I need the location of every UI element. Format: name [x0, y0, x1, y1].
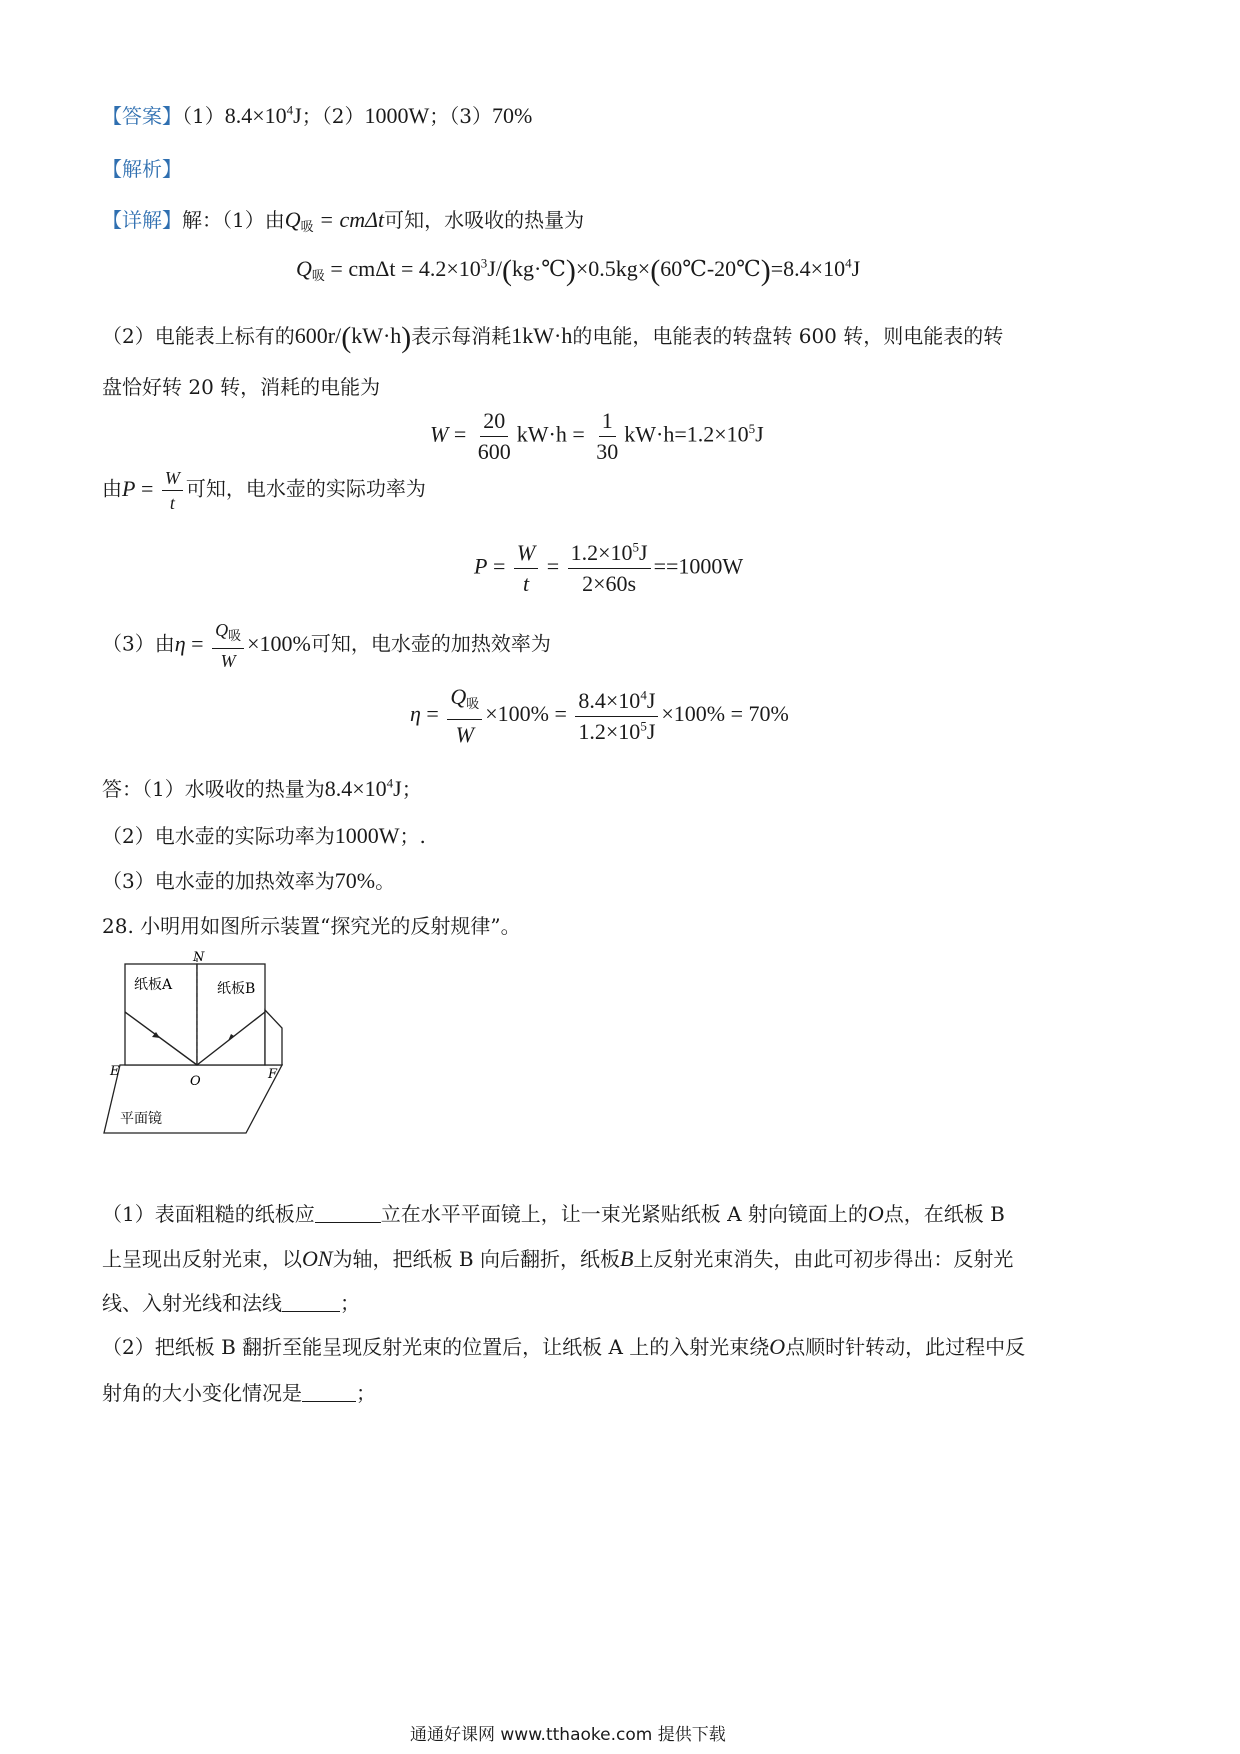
detail-formula: $Q_吸 = cm\Delta t$: [284, 207, 385, 234]
conclusion-1: 答：（1）水吸收的热量为$8.4\times 10^4J$；: [102, 775, 422, 801]
label-f: F: [268, 1067, 278, 1082]
label-o: O: [190, 1074, 201, 1089]
conclusion-2: （2）电水壶的实际功率为1000W；.: [102, 823, 426, 848]
question-28-part2-line1: （2）把纸板 B 翻折至能呈现反射光束的位置后，让纸板 A 上的入射光束绕O点顺时针转动，此过程中反: [102, 1334, 1026, 1359]
label-n: N: [193, 950, 205, 965]
question-28-part2-line2: 射角的大小变化情况是 ；: [102, 1381, 376, 1405]
question-28-title: 28. 小明用如图所示装置“探究光的反射规律”。: [102, 914, 521, 938]
board-b-fold: [265, 1010, 282, 1065]
answer-value-1: $8.4\times 10^4J$: [224, 102, 302, 128]
detail-tag: 【详解】: [102, 208, 182, 232]
answer-blank-3[interactable]: [302, 1383, 356, 1402]
question-28-part1-line2: 上呈现出反射光束，以ON为轴，把纸板 B 向后翻折，纸板B上反射光束消失，由此可初步得出：反射光: [102, 1246, 1014, 1271]
answer-tag: 【答案】: [102, 104, 182, 128]
equation-power: P = $\frac{W}{t}$ = $\frac{1.2\times 10^5J}{2\times 60s}$ ==1000W: [474, 539, 744, 596]
fraction-heat-energy: $\frac{8.4\times 10^4J}{1.2\times 10^5J}$: [575, 688, 658, 745]
fraction-W-t: $\frac{W}{t}$: [162, 468, 183, 513]
answer-value-2: 1000W: [364, 103, 430, 128]
reflection-diagram: [100, 950, 300, 1140]
answer-line: 【答案】$(1)8.4\times 10^4J$；（2）1000W；（3）70%: [102, 102, 533, 128]
equation-energy: W = $\frac{20}{600}$ kW·h = $\frac{1}{30}$ $kW\cdot h=1.2\times 10^5J$: [430, 408, 764, 464]
answer-value-3: 70%: [491, 103, 533, 128]
board-b: [197, 964, 265, 1065]
paragraph-meter-line2: 盘恰好转 20 转，消耗的电能为: [102, 375, 381, 399]
answer-blank-2[interactable]: [282, 1293, 340, 1312]
equation-efficiency: η = $\frac{Q_吸}{W}$ ×100% = $\frac{8.4\times 10^4J}{1.2\times 10^5J}$ ×100% = 70%: [410, 684, 789, 747]
fraction-energy-time: $\frac{1.2\times 10^5J}{2\times 60s}$: [568, 540, 651, 597]
label-mirror: 平面镜: [120, 1111, 162, 1127]
fraction-W-t-2: $\frac{W}{t}$: [514, 540, 538, 597]
label-e: E: [110, 1064, 120, 1079]
meter-spec: 600r/(kW·h): [294, 321, 412, 354]
paragraph-efficiency: （3）由η = $\frac{Q_吸}{W}$ ×100%可知，电水壶的加热效率为: [102, 620, 551, 671]
page-footer[interactable]: 通通好课网 www.tthaoke.com 提供下载: [410, 1725, 726, 1745]
fraction-20-600: $\frac{20}{600}$: [477, 408, 511, 464]
answer-blank-1[interactable]: [315, 1204, 381, 1223]
analysis-tag: 【解析】: [102, 157, 182, 181]
paragraph-meter: （2）电能表上标有的600r/(kW·h)表示每消耗1kW·h的电能，电能表的转盘转 600 转，则电能表的转: [102, 321, 1004, 354]
detail-line: 【详解】解：（1）由$Q_吸 = cm\Delta t$可知，水吸收的热量为: [102, 207, 585, 234]
label-board-a: 纸板A: [134, 977, 173, 993]
fraction-Q-W: $\frac{Q_吸}{W}$: [212, 620, 244, 671]
equation-heat: $Q_吸 = cm\Delta t$ = $4.2\times 10^3J/(kg\cdot℃)\times 0.5kg\times(60℃-20℃)=8.4\times 10^4J$: [296, 254, 861, 287]
label-board-b: 纸板B: [217, 981, 256, 997]
paragraph-power: 由P = $\frac{W}{t}$ 可知，电水壶的实际功率为: [102, 468, 426, 513]
fraction-Q-W-2: $\frac{Q_吸}{W}$: [447, 684, 482, 748]
question-28-part1-line3: 线、入射光线和法线 ；: [102, 1291, 360, 1315]
question-28-part1-line1: （1）表面粗糙的纸板应 立在水平平面镜上，让一束光紧贴纸板 A 射向镜面上的O点，在纸板 B: [102, 1201, 1005, 1226]
fraction-1-30: $\frac{1}{30}$: [596, 408, 619, 464]
conclusion-3: （3）电水壶的加热效率为70%。: [102, 868, 396, 893]
